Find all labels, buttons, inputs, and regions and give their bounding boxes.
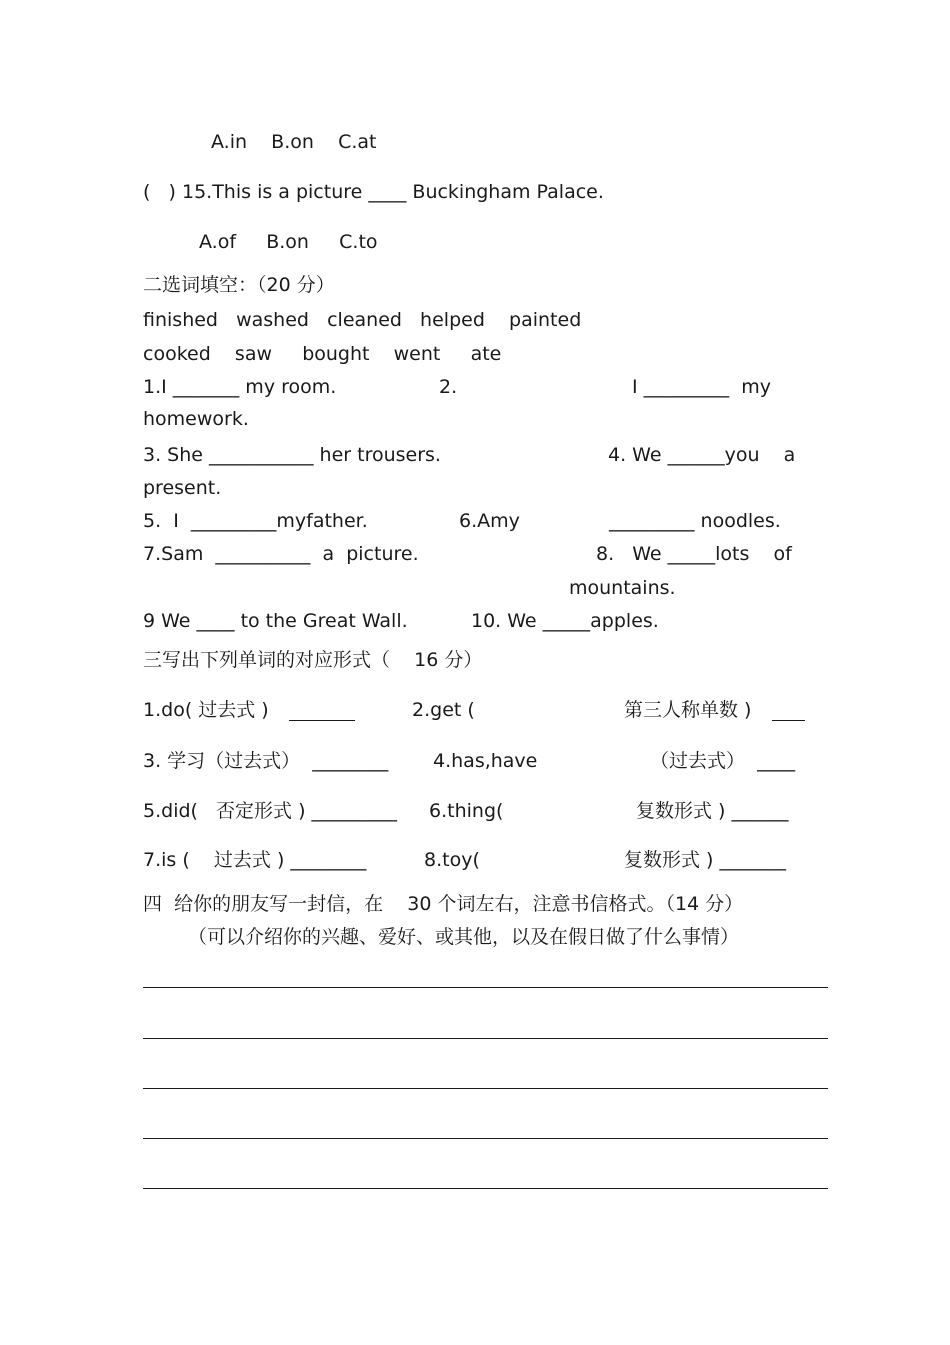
section3-title: 三写出下列单词的对应形式（ 16 分）	[143, 649, 483, 671]
s2-q9: 9 We ____ to the Great Wall.	[143, 610, 408, 632]
s3-q8-end: 复数形式 ) _______	[624, 849, 786, 871]
s3-q1: 1.do( 过去式 )	[143, 699, 269, 721]
s2-q2-blank: I _________ my	[632, 376, 771, 398]
section2-title: 二选词填空：（20 分）	[143, 274, 335, 296]
section4-hint: （可以介绍你的兴趣、爱好、或其他，以及在假日做了什么事情）	[188, 926, 740, 948]
s3-q2-answer-line	[772, 720, 805, 721]
writing-line	[143, 1138, 828, 1139]
s3-q4-end: （过去式） ____	[650, 750, 796, 772]
s3-q2-end: 第三人称单数 )	[624, 699, 752, 721]
s2-q8-continuation: mountains.	[569, 577, 676, 599]
q15-options: A.of B.on C.to	[199, 231, 378, 253]
s3-q6-start: 6.thing(	[429, 800, 504, 822]
s2-q5: 5. I _________myfather.	[143, 510, 368, 532]
s3-q4-start: 4.has,have	[433, 750, 538, 772]
s2-q4-continuation: present.	[143, 477, 222, 499]
s2-q3: 3. She ___________ her trousers.	[143, 444, 441, 466]
s3-q2-start: 2.get (	[412, 699, 475, 721]
writing-line	[143, 1088, 828, 1089]
s2-q6-number: 6.Amy	[459, 510, 520, 532]
writing-line	[143, 987, 828, 988]
s2-q7: 7.Sam __________ a picture.	[143, 543, 419, 565]
q14-options: A.in B.on C.at	[211, 131, 377, 153]
word-bank-row2: cooked saw bought went ate	[143, 343, 502, 365]
s2-q8: 8. We _____lots of	[596, 543, 792, 565]
writing-line	[143, 1188, 828, 1189]
s2-q4: 4. We ______you a	[608, 444, 796, 466]
s2-q2-continuation: homework.	[143, 408, 249, 430]
s2-q2-number: 2.	[439, 376, 458, 398]
q15-question: ( ) 15.This is a picture ____ Buckingham Palace.	[143, 181, 604, 203]
s3-q1-answer-line	[289, 720, 355, 721]
s3-q6-end: 复数形式 ) ______	[636, 800, 789, 822]
s3-q8-start: 8.toy(	[424, 849, 480, 871]
s2-q10: 10. We _____apples.	[471, 610, 659, 632]
s2-q1: 1.I _______ my room.	[143, 376, 337, 398]
s3-q7: 7.is ( 过去式 ) ________	[143, 849, 367, 871]
section4-title: 四 给你的朋友写一封信，在 30 个词左右，注意书信格式。（14 分）	[143, 893, 744, 915]
writing-line	[143, 1038, 828, 1039]
s2-q6-blank: _________ noodles.	[609, 510, 781, 532]
word-bank-row1: finished washed cleaned helped painted	[143, 309, 582, 331]
s3-q5: 5.did( 否定形式 ) _________	[143, 800, 398, 822]
s3-q3: 3. 学习（过去式） ________	[143, 750, 389, 772]
